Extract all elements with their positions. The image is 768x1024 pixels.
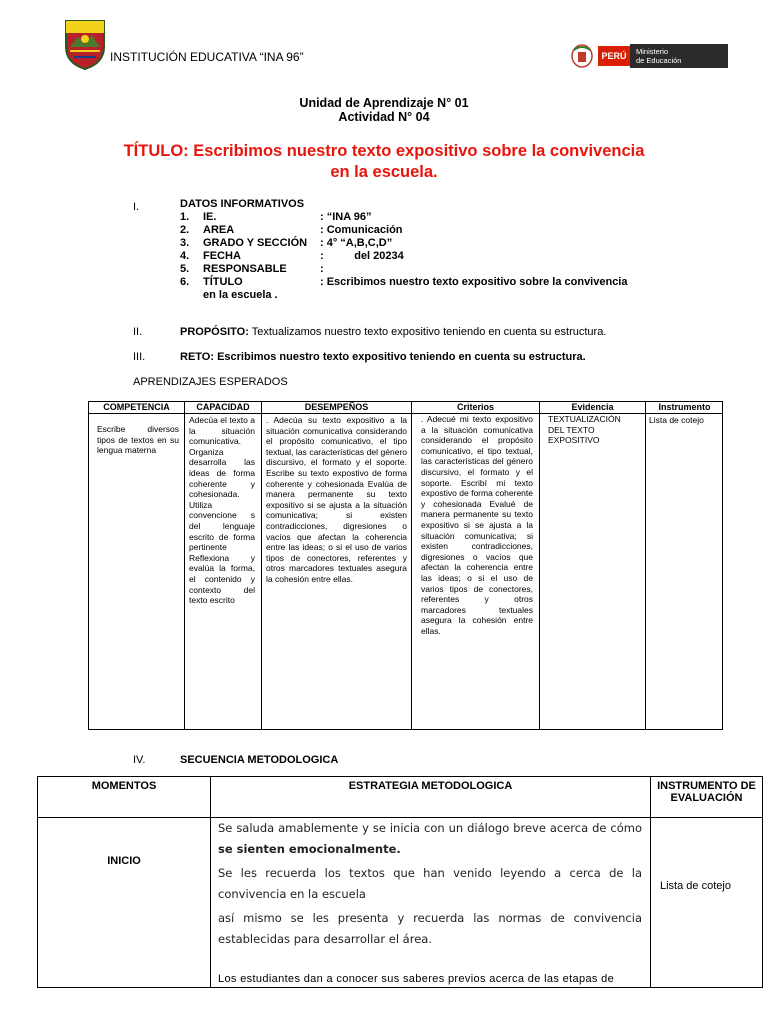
instrument-lista: Lista de cotejo	[660, 880, 731, 892]
table-rule	[184, 402, 185, 729]
cell-capacidad: Adecúa el texto a la situación comunicativa. Organiza desarrolla las ideas de forma coherente y cohesionada. Utiliza convencione s del lenguaje escrito de forma pertinente Reflexiona y evalúa la forma, el contenido y contexto del texto escrito	[189, 415, 255, 606]
momento-inicio: INICIO	[107, 855, 141, 867]
strategy-paragraph: Se saluda amablemente y se inicia con un diálogo breve acerca de cómo se sienten emocionalmente.	[218, 821, 642, 856]
peru-label: PERÚ	[598, 46, 630, 66]
proposito-text: PROPÓSITO: Textualizamos nuestro texto expositivo teniendo en cuenta su estructura.	[180, 326, 607, 338]
header-instrumento: INSTRUMENTO DE EVALUACIÓN	[657, 780, 756, 804]
cell-desempenos: . Adecúa su texto expositivo a la situación comunicativa considerando el propósito comunicativo, el tipo textual, las características del género discursivo, el formato y el soporte. Escribe su texto expostivo de forma coherente y cohesionada Evalúa de manera permanente su texto expositivo si se ajusta a la situación comunicativa; si existen contradicciones, digresiones o vacíos que afectan la coherencia entre las ideas; o si el uso de varios tipos de conectores, referentes y otros marcadores textuales asegura la cohesión entre ellas.	[266, 415, 407, 584]
aprendizajes-label: APRENDIZAJES ESPERADOS	[133, 376, 288, 388]
table-rule	[650, 777, 651, 987]
table-rule	[411, 402, 412, 729]
header-criterios: Criterios	[456, 402, 494, 412]
section-numeral: IV.	[133, 754, 146, 766]
header-momentos: MOMENTOS	[91, 780, 157, 792]
peru-shield-icon	[568, 42, 596, 70]
section-heading: SECUENCIA METODOLOGICA	[180, 754, 339, 766]
cell-competencia: Escribe diversos tipos de textos en su lengua materna	[97, 424, 179, 456]
section-numeral: III.	[133, 351, 146, 363]
strategy-paragraph: Los estudiantes dan a conocer sus saberes previos acerca de las etapas de	[218, 973, 615, 985]
header-competencia: COMPETENCIA	[103, 402, 170, 412]
section-heading: DATOS INFORMATIVOS	[180, 198, 305, 210]
strategy-paragraph: así mismo se les presenta y recuerda las normas de convivencia establecidas para desarrollar el área.	[218, 911, 642, 946]
ministry-logo	[568, 42, 728, 70]
cell-criterios: . Adecué mi texto expositivo a la situación comunicativa considerando el propósito comunicativo, el tipo textual, las características del género discursivo, el formato y el soporte. Escribí mi texto expostivo de forma coherente y cohesionada Evalué de manera permanente su texto expositivo si se ajusta a la situación comunicativa; si existen contradicciones, digresiones o vacíos que afectan la coherencia entre las ideas; o si el uso de varios tipos de conectores, referentes y otros marcadores textuales asegura la cohesión entre ellas.	[421, 414, 533, 636]
activity-title: Actividad N° 04	[338, 110, 430, 124]
table-rule	[261, 402, 262, 729]
reto-text: RETO: Escribimos nuestro texto expositivo teniendo en cuenta su estructura.	[180, 351, 586, 363]
main-title: TÍTULO: Escribimos nuestro texto expositivo sobre la convivencia en la escuela.	[123, 142, 645, 181]
school-name: INSTITUCIÓN EDUCATIVA “INA 96”	[110, 50, 304, 64]
cell-instrumento: Lista de cotejo	[649, 415, 704, 425]
header-desempenos: DESEMPEÑOS	[304, 402, 369, 412]
table-rule	[539, 402, 540, 729]
header-estrategia: ESTRATEGIA METODOLOGICA	[348, 780, 513, 792]
section-numeral: I.	[133, 201, 140, 213]
unit-title: Unidad de Aprendizaje N° 01	[299, 96, 469, 110]
strategy-paragraph: Se les recuerda los textos que han venido leyendo a cerca de la convivencia en la escuela	[218, 866, 642, 901]
school-crest-logo	[62, 17, 108, 71]
methodology-table	[37, 776, 763, 988]
header-evidencia: Evidencia	[571, 402, 614, 412]
cell-evidencia: TEXTUALIZACIÓN DEL TEXTO EXPOSITIVO	[548, 414, 621, 446]
header-capacidad: CAPACIDAD	[196, 402, 250, 412]
header-instrumento: Instrumento	[658, 402, 711, 412]
ministry-label: Ministerio de Educación	[630, 44, 728, 68]
section-numeral: II.	[133, 326, 143, 338]
table-rule	[210, 777, 211, 987]
table-rule	[645, 402, 646, 729]
data-row-continuation: en la escuela .	[203, 289, 278, 301]
learning-table	[88, 401, 723, 730]
